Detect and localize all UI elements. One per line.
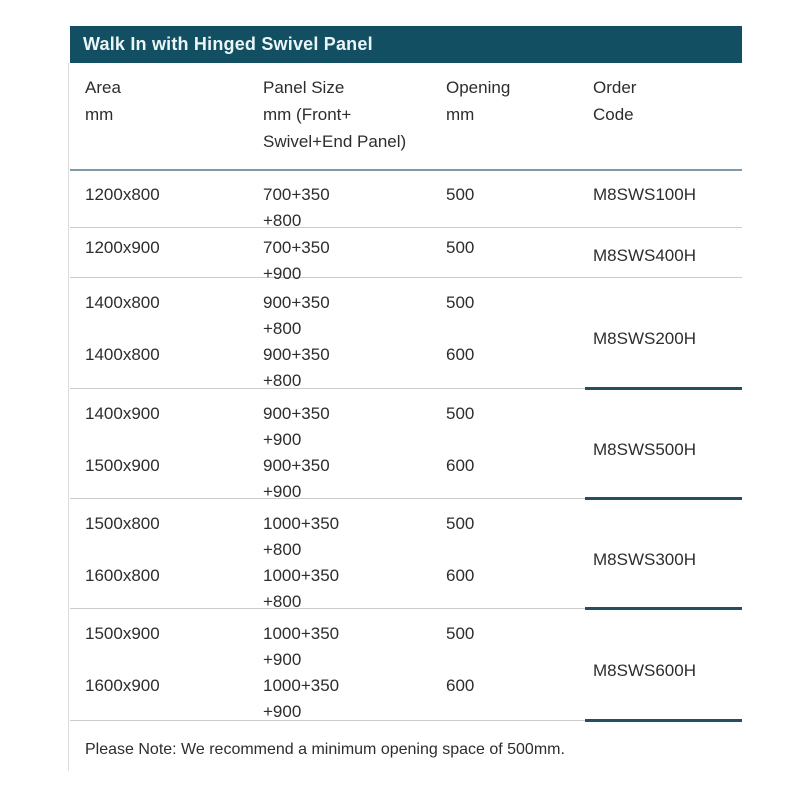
table-row <box>70 401 593 453</box>
panel-size-line: +900 <box>263 650 302 669</box>
panel-size-value <box>248 453 446 505</box>
column-header-line: Opening <box>446 78 511 97</box>
opening-value: 500 <box>446 514 475 533</box>
column-header-line: Swivel+End Panel) <box>263 132 407 151</box>
panel-size-line: +900 <box>263 482 302 501</box>
panel-size-line: +900 <box>263 702 302 721</box>
table-row <box>70 673 593 725</box>
area-value: 1400x800 <box>85 345 160 364</box>
opening-value: 500 <box>446 185 475 204</box>
table-row-group <box>70 609 742 721</box>
area-value: 1400x800 <box>85 293 160 312</box>
panel-size-line: 1000+350 <box>263 624 340 643</box>
panel-size-line: 700+350 <box>263 185 330 204</box>
table-title-bar <box>70 26 742 63</box>
column-header-panel-size <box>248 74 446 155</box>
table-body <box>70 171 742 721</box>
column-header-order-code <box>593 74 742 155</box>
order-code: M8SWS400H <box>593 246 696 265</box>
panel-size-line: 1000+350 <box>263 514 340 533</box>
order-code: M8SWS300H <box>593 549 696 569</box>
order-code: M8SWS600H <box>593 660 696 680</box>
opening-value: 500 <box>446 238 475 257</box>
table-row <box>70 453 593 505</box>
footer-note: Please Note: We recommend a minimum opening space of 500mm. <box>85 741 565 758</box>
column-header-line: mm <box>85 105 114 124</box>
opening-value: 500 <box>446 404 475 423</box>
table-row <box>70 342 593 394</box>
order-code: M8SWS500H <box>593 439 696 459</box>
panel-size-value <box>248 182 446 234</box>
panel-size-line: 700+350 <box>263 238 330 257</box>
table-row <box>70 621 593 673</box>
column-header-opening <box>446 74 593 155</box>
left-edge-line <box>68 63 69 771</box>
panel-size-line: 900+350 <box>263 404 330 423</box>
panel-size-line: +800 <box>263 540 302 559</box>
panel-size-line: 900+350 <box>263 456 330 475</box>
row-group-cells <box>70 290 593 388</box>
table-row-group <box>70 278 742 389</box>
panel-size-line: +800 <box>263 319 302 338</box>
panel-size-value <box>248 401 446 453</box>
column-headers <box>70 74 742 155</box>
panel-size-line: 900+350 <box>263 293 330 312</box>
table-row <box>70 511 593 563</box>
panel-size-line: +800 <box>263 592 302 611</box>
opening-value: 600 <box>446 456 475 475</box>
panel-size-value <box>248 673 446 725</box>
row-group-cells <box>70 235 593 283</box>
table-row-group <box>70 499 742 609</box>
column-header-line: mm (Front+ <box>263 105 352 124</box>
panel-size-value <box>248 563 446 615</box>
opening-value: 500 <box>446 293 475 312</box>
panel-size-line: +800 <box>263 211 302 230</box>
table-row-group <box>70 228 742 283</box>
order-code: M8SWS200H <box>593 329 696 348</box>
panel-size-line: +900 <box>263 430 302 449</box>
panel-size-value <box>248 290 446 342</box>
row-group-cells <box>70 401 593 501</box>
column-header-line: Area <box>85 78 121 97</box>
area-value: 1600x900 <box>85 676 160 695</box>
order-code: M8SWS100H <box>593 185 696 204</box>
row-group-cells <box>70 511 593 611</box>
opening-value: 600 <box>446 345 475 364</box>
row-group-cells <box>70 621 593 720</box>
column-header-line: Code <box>593 105 634 124</box>
opening-value: 500 <box>446 624 475 643</box>
opening-value: 600 <box>446 676 475 695</box>
area-value: 1500x800 <box>85 514 160 533</box>
panel-size-value <box>248 342 446 394</box>
column-header-area <box>70 74 248 155</box>
order-code-group-divider <box>585 719 742 722</box>
table-row <box>70 182 593 234</box>
panel-size-line: 1000+350 <box>263 676 340 695</box>
panel-size-line: +800 <box>263 371 302 390</box>
panel-size-line: 900+350 <box>263 345 330 364</box>
column-header-line: mm <box>446 105 475 124</box>
table-row <box>70 290 593 342</box>
table-row-group <box>70 389 742 499</box>
area-value: 1200x900 <box>85 238 160 257</box>
area-value: 1400x900 <box>85 404 160 423</box>
table-row-group <box>70 171 742 228</box>
opening-value: 600 <box>446 566 475 585</box>
area-value: 1200x800 <box>85 185 160 204</box>
panel-size-line: +900 <box>263 264 302 283</box>
panel-size-value <box>248 621 446 673</box>
table-row <box>70 563 593 615</box>
table-title: Walk In with Hinged Swivel Panel <box>83 34 373 54</box>
panel-size-value <box>248 511 446 563</box>
row-group-cells <box>70 182 593 230</box>
column-header-line: Order <box>593 78 637 97</box>
column-header-line: Panel Size <box>263 78 345 97</box>
area-value: 1500x900 <box>85 624 160 643</box>
panel-size-line: 1000+350 <box>263 566 340 585</box>
area-value: 1600x800 <box>85 566 160 585</box>
area-value: 1500x900 <box>85 456 160 475</box>
